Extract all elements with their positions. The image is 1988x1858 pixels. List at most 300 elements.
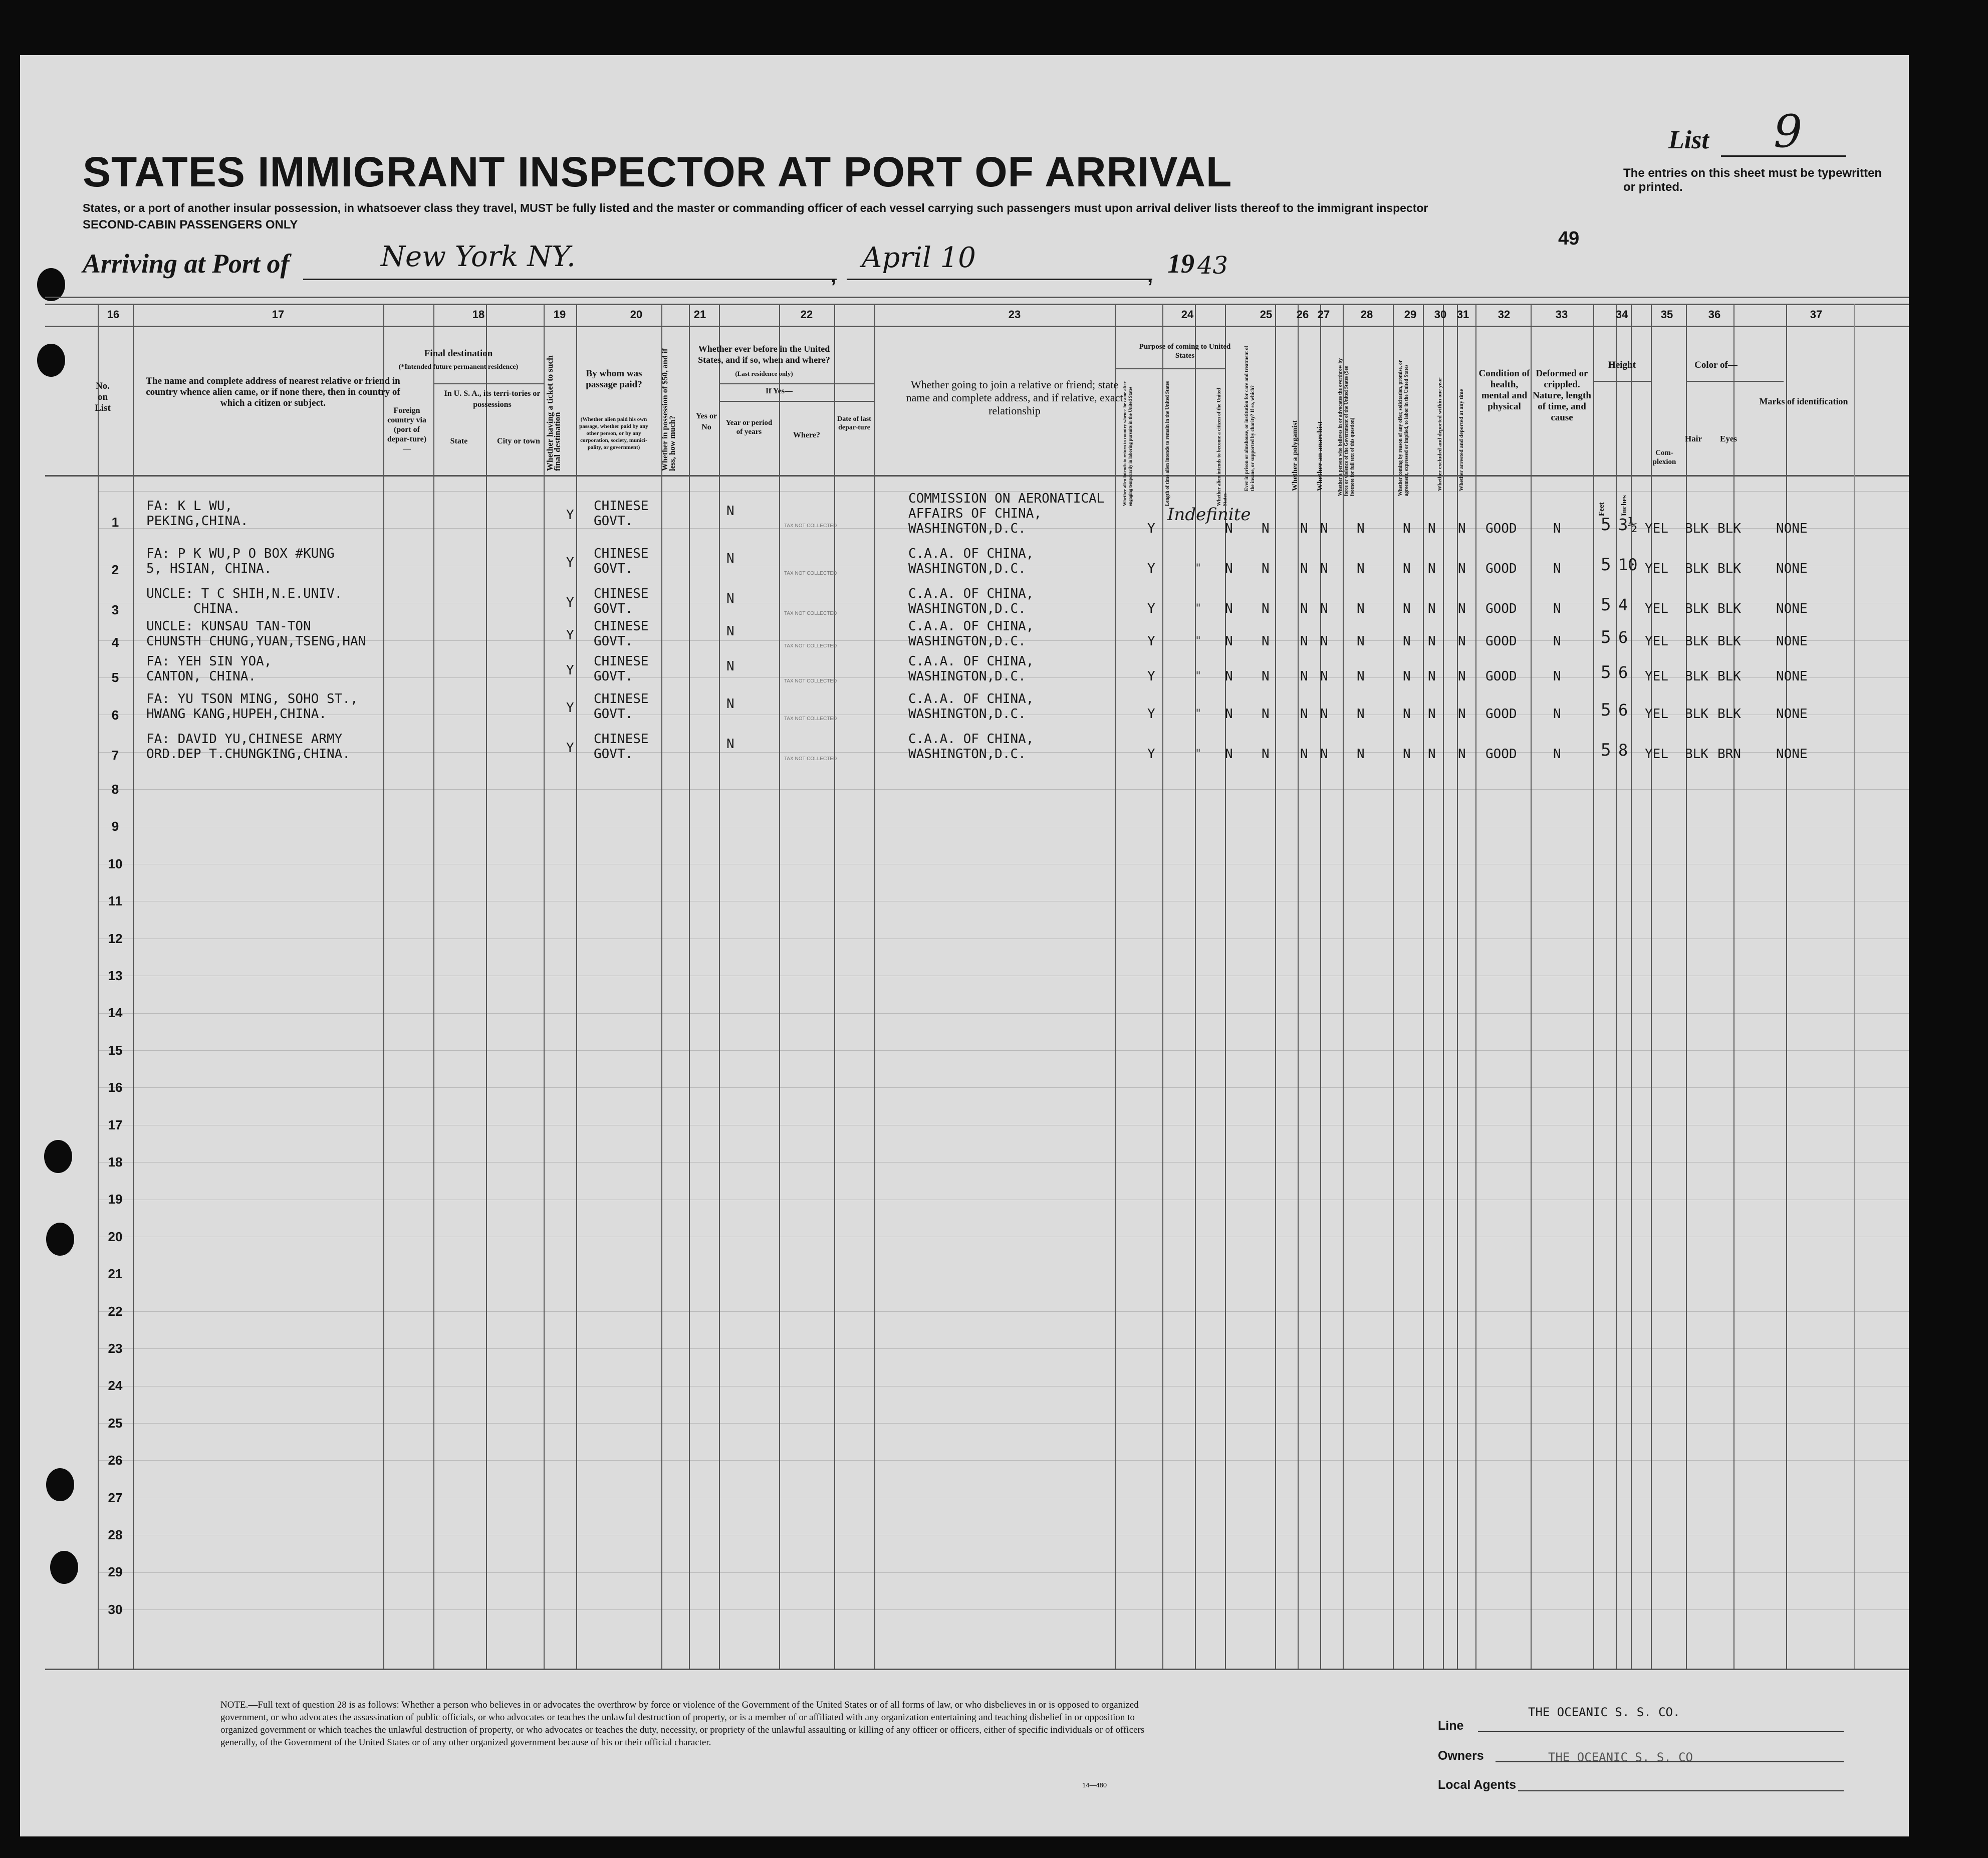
eyes-value: BLK <box>1717 634 1741 649</box>
joining-line-1: COMMISSION ON AERONATICAL <box>908 491 1105 506</box>
page-title: STATES IMMIGRANT INSPECTOR AT PORT OF ARRIVAL <box>83 148 1232 195</box>
tax-stamp: TAX NOT COLLECTED <box>784 756 837 762</box>
purpose-return-value: Y <box>1147 561 1155 576</box>
header-polygamist: Whether a polygamist <box>1291 420 1299 491</box>
column-number: 32 <box>1498 308 1511 321</box>
joining-line-2: WASHINGTON,D.C. <box>908 634 1026 649</box>
agents-underline <box>1518 1790 1844 1791</box>
q28-value: N <box>1357 707 1365 722</box>
row-number: 28 <box>108 1527 123 1542</box>
row-number: 21 <box>108 1266 123 1282</box>
column-number: 35 <box>1660 308 1673 321</box>
relative-line-2: CANTON, CHINA. <box>146 669 257 684</box>
anarchist-value: N <box>1320 747 1328 762</box>
purpose-length-value: " <box>1195 670 1202 682</box>
relative-line-1: FA: P K WU,P O BOX #KUNG <box>146 546 335 561</box>
column-rule <box>719 304 720 1669</box>
purpose-return-value: Y <box>1147 707 1155 722</box>
q28-value: N <box>1357 669 1365 684</box>
column-rule <box>486 304 487 1669</box>
deformed-value: N <box>1553 669 1561 684</box>
header-health: Condition of health, mental and physical <box>1478 368 1530 412</box>
purpose-citizen-value: N <box>1225 747 1233 762</box>
port-underline <box>303 279 837 280</box>
column-rule <box>98 304 99 1669</box>
ticket-value: Y <box>566 628 574 643</box>
paid-by-line-1: CHINESE <box>594 546 649 561</box>
deformed-value: N <box>1553 634 1561 649</box>
joining-line-1: C.A.A. OF CHINA, <box>908 546 1034 561</box>
header-date-departure: Date of last depar-ture <box>837 415 871 431</box>
row-number: 27 <box>108 1490 123 1505</box>
purpose-citizen-value: N <box>1225 561 1233 576</box>
ticket-value: Y <box>566 595 574 610</box>
deformed-value: N <box>1553 747 1561 762</box>
header-year-period: Year or period of years <box>725 419 773 436</box>
column-rule <box>1393 304 1394 1669</box>
column-rule <box>576 304 577 1669</box>
column-rule <box>1686 304 1687 1669</box>
column-rule <box>133 304 134 1669</box>
q30-value: N <box>1428 747 1436 762</box>
hair-value: BLK <box>1685 561 1708 576</box>
row-number: 24 <box>108 1378 123 1394</box>
q31-value: N <box>1458 521 1466 536</box>
row-rule <box>98 1050 1909 1051</box>
height-feet-value: 5 <box>1601 595 1611 615</box>
header-eyes: Eyes <box>1720 434 1737 443</box>
page-subtitle: States, or a port of another insular possession, in whatsoever class they travel, MUST be fully listed and the master or commanding officer of each vessel carrying such passengers must upon arrival deliver lists thereof to the immigrant inspector <box>83 201 1428 214</box>
q28-value: N <box>1357 634 1365 649</box>
line-value: THE OCEANIC S. S. CO. <box>1528 1705 1680 1719</box>
column-rule <box>874 304 875 1669</box>
height-inches-value: 10 <box>1618 555 1638 574</box>
relative-line-1: FA: DAVID YU,CHINESE ARMY <box>146 732 343 747</box>
height-feet-value: 5 <box>1601 700 1611 720</box>
deformed-value: N <box>1553 561 1561 576</box>
health-value: GOOD <box>1485 561 1517 576</box>
anarchist-value: N <box>1320 561 1328 576</box>
column-number: 28 <box>1360 308 1373 321</box>
tax-stamp: TAX NOT COLLECTED <box>784 523 837 529</box>
joining-line-1: C.A.A. OF CHINA, <box>908 654 1034 669</box>
header-city: City or town <box>497 437 540 445</box>
year-suffix: 43 <box>1197 252 1228 280</box>
marks-value: NONE <box>1776 747 1808 762</box>
polygamist-value: N <box>1300 634 1308 649</box>
header-paid-by-note: (Whether alien paid his own passage, whether paid by any other person, or by any corporation, society, munici-pality, or government) <box>579 416 648 450</box>
q31-value: N <box>1458 634 1466 649</box>
purpose-length-value: " <box>1195 602 1202 615</box>
header-q29: Whether coming by reason of any offer, solicitation, promise, or agreement, expressed or implied, to labor in the United States <box>1398 360 1409 496</box>
column-rule <box>1651 304 1652 1669</box>
purpose-return-value: Y <box>1147 634 1155 649</box>
header-purpose-citizen: Whether alien intends to become a citizen of the United States <box>1216 388 1228 506</box>
cabin-class: SECOND-CABIN PASSENGERS ONLY <box>83 218 298 231</box>
purpose-length-value: " <box>1195 748 1202 760</box>
purpose-citizen-value: N <box>1225 521 1233 536</box>
q28-value: N <box>1357 601 1365 616</box>
line-underline <box>1478 1731 1844 1732</box>
height-feet-value: 5 <box>1601 662 1611 682</box>
joining-line-1: C.A.A. OF CHINA, <box>908 732 1034 747</box>
row-number: 18 <box>108 1154 123 1170</box>
height-inches-value: 6 <box>1618 701 1628 720</box>
height-inches-value: 4 <box>1618 595 1628 614</box>
eyes-value: BLK <box>1717 707 1741 722</box>
column-rule <box>1457 304 1458 1669</box>
header-in-usa: In U. S. A., its terri-tories or possessions <box>444 389 541 409</box>
year-prefix: 19 <box>1167 249 1194 279</box>
column-number: 22 <box>800 308 813 321</box>
hair-value: BLK <box>1685 521 1708 536</box>
table-bottom-rule <box>45 1669 1909 1670</box>
height-inches-value: 6 <box>1618 663 1628 682</box>
complexion-value: YEL <box>1645 634 1668 649</box>
relative-line-2: PEKING,CHINA. <box>146 514 248 529</box>
column-rule <box>1275 304 1276 1669</box>
paid-by-line-2: GOVT. <box>594 561 633 576</box>
purpose-length-value: " <box>1195 635 1202 647</box>
health-value: GOOD <box>1485 601 1517 616</box>
paid-by-line-1: CHINESE <box>594 732 649 747</box>
header-final-destination-note: (*Intended future permanent residence) <box>398 363 519 371</box>
q31-value: N <box>1458 561 1466 576</box>
port-name: New York NY. <box>381 241 576 273</box>
joining-line-2: WASHINGTON,D.C. <box>908 747 1026 762</box>
height-feet-value: 5 <box>1601 555 1611 575</box>
sheet-number: 49 <box>1558 228 1580 249</box>
q30-value: N <box>1428 669 1436 684</box>
column-number: 24 <box>1181 308 1194 321</box>
header-prison: Ever in prison or almshouse, or institution for care and treatment of the insane, or supported by charity? If so, which? <box>1244 346 1256 491</box>
row-rule <box>98 1572 1909 1573</box>
marks-value: NONE <box>1776 561 1808 576</box>
row-number: 8 <box>111 782 119 797</box>
q31-value: N <box>1458 669 1466 684</box>
column-rule <box>1631 304 1632 1669</box>
relative-line-2: CHUNSTH CHUNG,YUAN,TSENG,HAN <box>146 634 366 649</box>
header-anarchist: Whether an anarchist <box>1316 421 1324 491</box>
local-agents-label: Local Agents <box>1438 1778 1517 1792</box>
purpose-citizen-value: N <box>1225 601 1233 616</box>
column-rule <box>433 304 434 1669</box>
row-number: 2 <box>111 562 119 577</box>
table-rule <box>45 304 1909 305</box>
q28-value: N <box>1357 747 1365 762</box>
relative-line-2: 5, HSIAN, CHINA. <box>146 561 272 576</box>
q29-value: N <box>1403 669 1411 684</box>
punch-hole <box>37 344 65 377</box>
row-number: 12 <box>108 931 123 946</box>
header-ticket: Whether having a ticket to such final destination <box>545 355 562 471</box>
tax-stamp: TAX NOT COLLECTED <box>784 643 837 649</box>
header-relative: The name and complete address of nearest relative or friend in country whence alien came, or if none there, then in country of which a citizen or subject. <box>146 376 400 408</box>
hair-value: BLK <box>1685 707 1708 722</box>
column-rule <box>1443 304 1444 1669</box>
deformed-value: N <box>1553 521 1561 536</box>
marks-value: NONE <box>1776 669 1808 684</box>
joining-line-1: C.A.A. OF CHINA, <box>908 619 1034 634</box>
hair-value: BLK <box>1685 669 1708 684</box>
header-q31: Whether arrested and deported at any time <box>1458 389 1464 491</box>
row-number: 23 <box>108 1341 123 1356</box>
column-rule <box>1616 304 1617 1669</box>
polygamist-value: N <box>1300 521 1308 536</box>
row-rule <box>98 1348 1909 1349</box>
table-rule <box>45 326 1909 327</box>
row-number: 5 <box>111 670 119 685</box>
eyes-value: BLK <box>1717 669 1741 684</box>
purpose-citizen-value: N <box>1225 707 1233 722</box>
previous-visit-value: N <box>726 696 734 712</box>
height-inches-value: 6 <box>1618 628 1628 647</box>
column-rule <box>834 304 835 1669</box>
hair-value: BLK <box>1685 634 1708 649</box>
health-value: GOOD <box>1485 747 1517 762</box>
relative-line-1: UNCLE: T C SHIH,N.E.UNIV. <box>146 586 343 601</box>
paid-by-line-1: CHINESE <box>594 499 649 514</box>
column-rule <box>1115 304 1116 1669</box>
eyes-value: BRN <box>1717 747 1741 762</box>
row-rule <box>98 1311 1909 1312</box>
prison-value: N <box>1262 669 1270 684</box>
column-rule <box>1733 304 1734 1669</box>
q29-value: N <box>1403 747 1411 762</box>
purpose-length-value: " <box>1195 562 1202 575</box>
q30-value: N <box>1428 561 1436 576</box>
complexion-value: YEL <box>1645 747 1668 762</box>
header-complexion: Com-plexion <box>1652 449 1676 466</box>
column-number: 36 <box>1708 308 1721 321</box>
subheader-rule <box>719 401 874 402</box>
previous-visit-value: N <box>726 737 734 752</box>
prison-value: N <box>1262 707 1270 722</box>
paid-by-line-2: GOVT. <box>594 747 633 762</box>
comma: , <box>831 265 837 287</box>
row-number: 11 <box>108 893 122 909</box>
row-rule <box>98 1087 1909 1088</box>
relative-line-1: FA: YU TSON MING, SOHO ST., <box>146 691 358 707</box>
q29-value: N <box>1403 561 1411 576</box>
column-rule <box>661 304 662 1669</box>
header-state: State <box>450 437 468 445</box>
relative-line-1: UNCLE: KUNSAU TAN-TON <box>146 619 311 634</box>
joining-line-2: AFFAIRS OF CHINA, <box>908 506 1042 521</box>
column-number: 21 <box>693 308 706 321</box>
polygamist-value: N <box>1300 707 1308 722</box>
tax-stamp: TAX NOT COLLECTED <box>784 678 837 684</box>
punch-hole <box>50 1551 78 1584</box>
previous-visit-value: N <box>726 659 734 674</box>
column-number: 26 <box>1296 308 1309 321</box>
column-number: 31 <box>1456 308 1469 321</box>
punch-hole <box>46 1223 74 1256</box>
polygamist-value: N <box>1300 669 1308 684</box>
header-inches: Inches <box>1620 495 1628 516</box>
header-before-note: (Last residence only) <box>735 370 793 377</box>
paid-by-line-1: CHINESE <box>594 691 649 707</box>
q30-value: N <box>1428 707 1436 722</box>
column-number: 34 <box>1615 308 1628 321</box>
header-hair: Hair <box>1685 434 1702 443</box>
tax-stamp: TAX NOT COLLECTED <box>784 611 837 616</box>
paid-by-line-2: GOVT. <box>594 707 633 722</box>
paid-by-line-2: GOVT. <box>594 634 633 649</box>
header-no-on-list: No. on List <box>95 381 111 413</box>
previous-visit-value: N <box>726 624 734 639</box>
relative-line-2: CHINA. <box>146 601 240 616</box>
header-if-yes: If Yes— <box>765 387 793 395</box>
polygamist-value: N <box>1300 747 1308 762</box>
purpose-return-value: Y <box>1147 669 1155 684</box>
header-before: Whether ever before in the United States, and if so, when and where? <box>698 344 830 365</box>
line-label: Line <box>1438 1719 1464 1733</box>
column-rule <box>1423 304 1424 1669</box>
purpose-return-value: Y <box>1147 747 1155 762</box>
prison-value: N <box>1262 521 1270 536</box>
subheader-rule <box>433 383 544 384</box>
hair-value: BLK <box>1685 747 1708 762</box>
column-number: 23 <box>1008 308 1021 321</box>
column-number: 17 <box>272 308 285 321</box>
column-number: 18 <box>472 308 485 321</box>
previous-visit-value: N <box>726 551 734 566</box>
paid-by-line-1: CHINESE <box>594 654 649 669</box>
anarchist-value: N <box>1320 707 1328 722</box>
header-marks: Marks of identification <box>1759 396 1848 406</box>
tax-stamp: TAX NOT COLLECTED <box>784 716 837 722</box>
row-number: 4 <box>111 635 119 650</box>
complexion-value: YEL <box>1645 521 1668 536</box>
column-rule <box>1531 304 1532 1669</box>
header-feet: Feet <box>1598 502 1606 516</box>
q29-value: N <box>1403 634 1411 649</box>
joining-line-2: WASHINGTON,D.C. <box>908 601 1026 616</box>
row-number: 7 <box>111 748 119 763</box>
anarchist-value: N <box>1320 601 1328 616</box>
column-rule <box>383 304 384 1669</box>
relative-line-1: FA: YEH SIN YOA, <box>146 654 272 669</box>
paid-by-line-1: CHINESE <box>594 619 649 634</box>
row-number: 13 <box>108 968 123 983</box>
row-rule <box>98 1423 1909 1424</box>
column-rule <box>1298 304 1299 1669</box>
list-underline <box>1721 155 1846 157</box>
joining-line-2: WASHINGTON,D.C. <box>908 669 1026 684</box>
ticket-value: Y <box>566 508 574 523</box>
q28-value: N <box>1357 521 1365 536</box>
prison-value: N <box>1262 601 1270 616</box>
header-paid-by: By whom was passage paid? <box>586 368 642 390</box>
column-rule <box>1475 304 1476 1669</box>
header-where: Where? <box>793 431 820 439</box>
arriving-label: Arriving at Port of <box>83 249 290 279</box>
relative-line-1: FA: K L WU, <box>146 499 233 514</box>
typewritten-instruction: The entries on this sheet must be typewritten or printed. <box>1623 166 1882 194</box>
q29-value: N <box>1403 707 1411 722</box>
deformed-value: N <box>1553 707 1561 722</box>
column-number: 16 <box>107 308 120 321</box>
paid-by-line-2: GOVT. <box>594 669 633 684</box>
list-number: 9 <box>1774 105 1803 158</box>
owners-label: Owners <box>1438 1749 1484 1763</box>
column-number: 27 <box>1317 308 1330 321</box>
row-number: 9 <box>111 819 119 834</box>
column-number: 30 <box>1434 308 1447 321</box>
header-color-of: Color of— <box>1694 360 1737 370</box>
polygamist-value: N <box>1300 601 1308 616</box>
ticket-value: Y <box>566 701 574 716</box>
eyes-value: BLK <box>1717 561 1741 576</box>
deformed-value: N <box>1553 601 1561 616</box>
purpose-return-value: Y <box>1147 521 1155 536</box>
row-number: 3 <box>111 602 119 617</box>
complexion-value: YEL <box>1645 561 1668 576</box>
column-number: 37 <box>1810 308 1823 321</box>
subheader-rule <box>1593 381 1651 382</box>
ticket-value: Y <box>566 741 574 756</box>
column-rule <box>1343 304 1344 1669</box>
header-purpose: Purpose of coming to United States <box>1139 343 1231 360</box>
row-number: 16 <box>108 1080 123 1095</box>
header-height: Height <box>1608 360 1636 370</box>
header-q28: Whether a person who believes in or advocates the overthrow by force or violence of the Government of the United States (See footnote for full text of this question) <box>1338 358 1355 496</box>
column-number: 19 <box>553 308 566 321</box>
row-number: 14 <box>108 1005 123 1021</box>
header-deformed: Deformed or crippled. Nature, length of time, and cause <box>1533 368 1591 423</box>
header-final-destination: Final destination <box>424 348 493 359</box>
height-inches-value: 8 <box>1618 741 1628 760</box>
ticket-value: Y <box>566 555 574 570</box>
table-rule <box>45 297 1909 298</box>
complexion-value: YEL <box>1645 707 1668 722</box>
row-number: 25 <box>108 1415 123 1431</box>
punch-hole <box>46 1468 74 1501</box>
q31-value: N <box>1458 707 1466 722</box>
column-rule <box>689 304 690 1669</box>
q31-value: N <box>1458 601 1466 616</box>
header-q30: Whether excluded and deported within one year <box>1437 377 1443 491</box>
header-purpose-return: Whether alien intends to return to country whence he came after engaging temporarily in laboring pursuits in the United States <box>1122 381 1133 506</box>
marks-value: NONE <box>1776 634 1808 649</box>
paid-by-line-2: GOVT. <box>594 601 633 616</box>
marks-value: NONE <box>1776 707 1808 722</box>
relative-line-2: ORD.DEP T.CHUNGKING,CHINA. <box>146 747 350 762</box>
punch-hole <box>44 1140 72 1173</box>
row-number: 6 <box>111 708 119 723</box>
prison-value: N <box>1262 747 1270 762</box>
tax-stamp: TAX NOT COLLECTED <box>784 571 837 576</box>
marks-value: NONE <box>1776 601 1808 616</box>
height-inches-value: 3½ <box>1618 515 1638 534</box>
q30-value: N <box>1428 521 1436 536</box>
row-rule <box>98 1609 1909 1610</box>
anarchist-value: N <box>1320 634 1328 649</box>
complexion-value: YEL <box>1645 669 1668 684</box>
hair-value: BLK <box>1685 601 1708 616</box>
subheader-rule <box>719 383 874 384</box>
q29-value: N <box>1403 601 1411 616</box>
header-yes-no: Yes or No <box>695 412 717 431</box>
purpose-citizen-value: N <box>1225 669 1233 684</box>
joining-line-1: C.A.A. OF CHINA, <box>908 586 1034 601</box>
paid-by-line-2: GOVT. <box>594 514 633 529</box>
polygamist-value: N <box>1300 561 1308 576</box>
header-foreign-country: Foreign country via (port of depar-ture)— <box>387 406 427 453</box>
form-code: 14—480 <box>1082 1781 1107 1789</box>
comma: , <box>1147 265 1153 287</box>
